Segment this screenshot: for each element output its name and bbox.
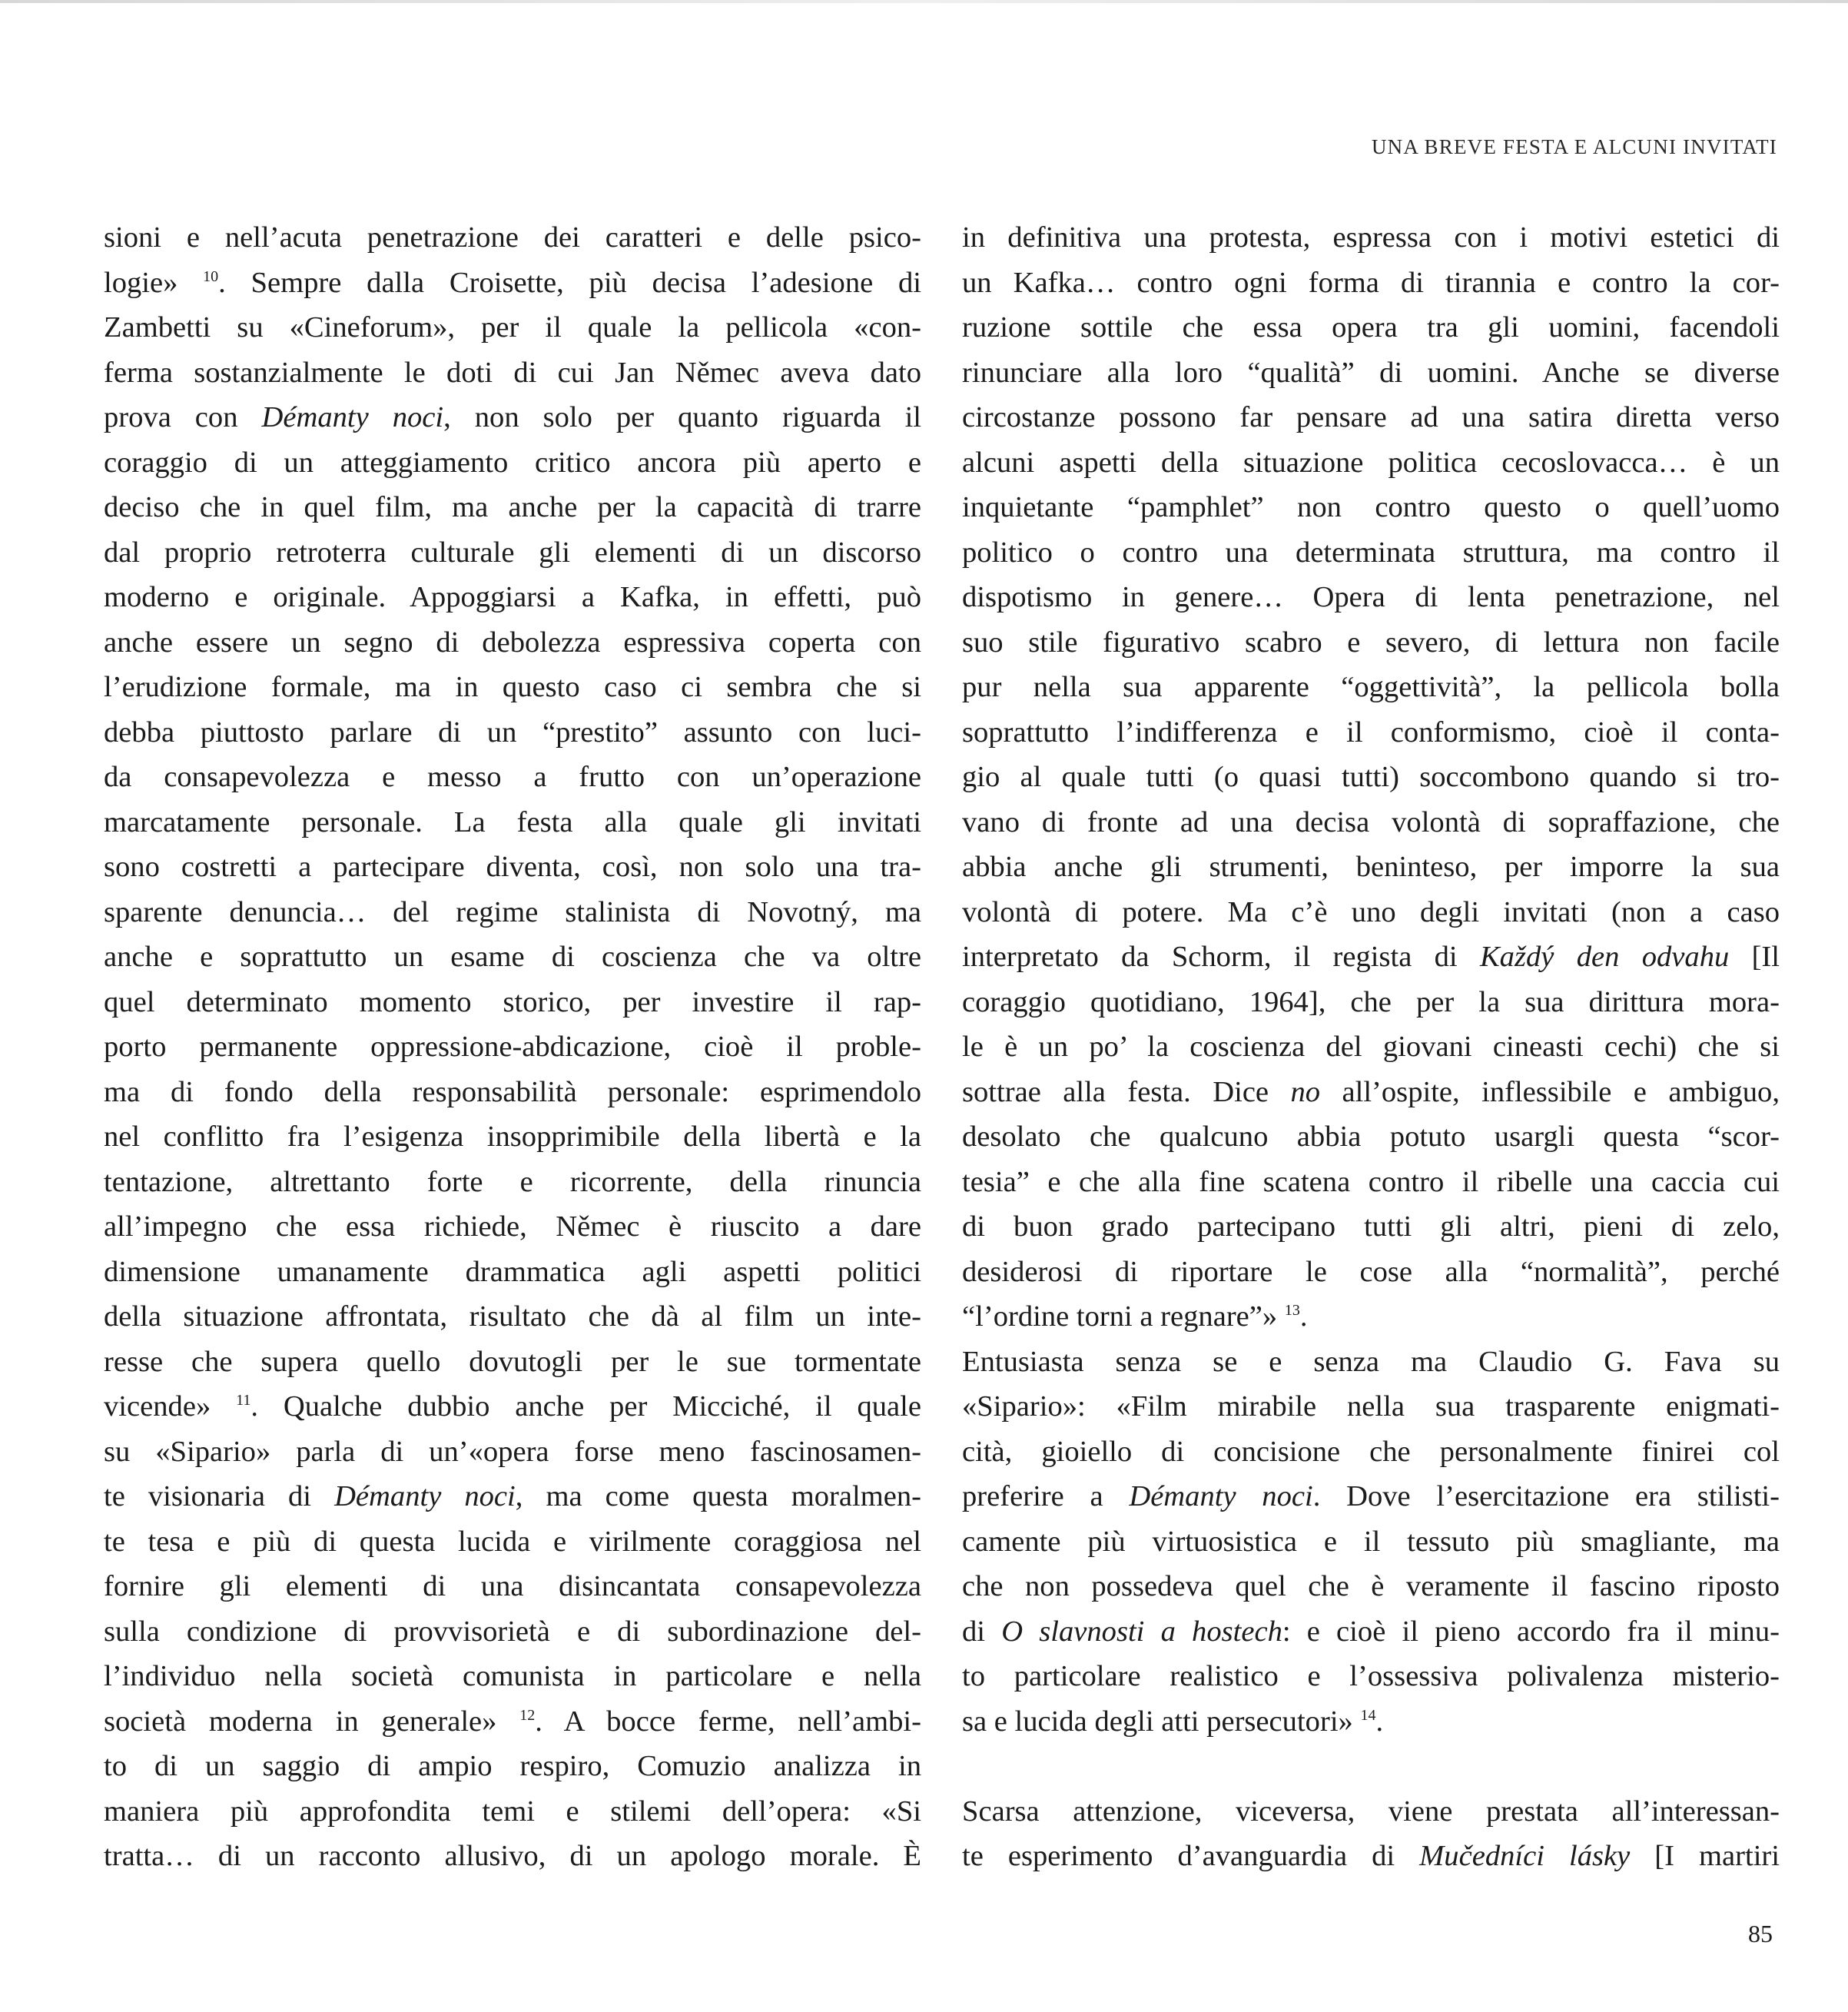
text-line: in definitiva una protesta, espressa con i motivi estetici di bbox=[962, 221, 1780, 254]
text-line: suo stile figurativo scabro e severo, di lettura non facile bbox=[962, 626, 1780, 659]
text-line: ferma sostanzialmente le doti di cui Jan Němec aveva dato bbox=[104, 356, 921, 389]
text-line: abbia anche gli strumenti, beninteso, per imporre la sua bbox=[962, 851, 1780, 883]
text-line: te tesa e più di questa lucida e virilmente coraggiosa nel bbox=[104, 1525, 921, 1558]
text-line: un Kafka… contro ogni forma di tirannia e contro la cor- bbox=[962, 266, 1780, 299]
text-line: pur nella sua apparente “oggettività”, la pellicola bolla bbox=[962, 671, 1780, 703]
text-line: coraggio quotidiano, 1964], che per la sua dirittura mora- bbox=[962, 985, 1780, 1018]
text-line: soprattutto l’indifferenza e il conformismo, cioè il conta- bbox=[962, 715, 1780, 749]
text-line: tesia” e che alla fine scatena contro il ribelle una caccia cui bbox=[962, 1165, 1780, 1198]
text-line: anche essere un segno di debolezza espressiva coperta con bbox=[104, 626, 921, 659]
text-line: coraggio di un atteggiamento critico ancora più aperto e bbox=[104, 446, 921, 479]
text-line: deciso che in quel film, ma anche per la capacità di trarre bbox=[104, 491, 921, 523]
running-head: UNA BREVE FESTA E ALCUNI INVITATI bbox=[1371, 135, 1777, 158]
text-line bbox=[962, 1744, 1780, 1789]
right-text-column bbox=[962, 215, 1780, 1879]
text-line: ma di fondo della responsabilità personale: esprimendolo bbox=[104, 1075, 921, 1108]
text-line: su «Sipario» parla di un’«opera forse meno fascinosamen- bbox=[104, 1435, 921, 1468]
text-line: tratta… di un racconto allusivo, di un apologo morale. È bbox=[104, 1840, 921, 1872]
text-line: di O slavnosti a hostech: e cioè il pieno accordo fra il minu- bbox=[962, 1615, 1780, 1648]
text-line: porto permanente oppressione-abdicazione, cioè il proble- bbox=[104, 1031, 921, 1063]
text-line: debba piuttosto parlare di un “prestito” assunto con luci- bbox=[104, 715, 921, 749]
text-line: vano di fronte ad una decisa volontà di sopraffazione, che bbox=[962, 805, 1780, 838]
text-line: sono costretti a partecipare diventa, così, non solo una tra- bbox=[104, 851, 921, 883]
text-line: fornire gli elementi di una disincantata consapevolezza bbox=[104, 1570, 921, 1602]
text-line: anche e soprattutto un esame di coscienza che va oltre bbox=[104, 941, 921, 973]
text-line: resse che supera quello dovutogli per le sue tormentate bbox=[104, 1345, 921, 1378]
text-line: quel determinato momento storico, per investire il rap- bbox=[104, 985, 921, 1018]
text-line: dal proprio retroterra culturale gli elementi di un discorso bbox=[104, 536, 921, 569]
text-line: gio al quale tutti (o quasi tutti) soccombono quando si tro- bbox=[962, 761, 1780, 793]
text-line: moderno e originale. Appoggiarsi a Kafka, in effetti, può bbox=[104, 581, 921, 613]
text-line: l’erudizione formale, ma in questo caso ci sembra che si bbox=[104, 671, 921, 703]
text-line: dimensione umanamente drammatica agli aspetti politici bbox=[104, 1255, 921, 1288]
text-line: società moderna in generale» $^{12}$. A bocce ferme, nell’ambi- bbox=[104, 1705, 921, 1738]
text-line: inquietante “pamphlet” non contro questo o quell’uomo bbox=[962, 491, 1780, 523]
text-line: da consapevolezza e messo a frutto con un’operazione bbox=[104, 761, 921, 793]
text-line: marcatamente personale. La festa alla quale gli invitati bbox=[104, 805, 921, 838]
text-line: volontà di potere. Ma c’è uno degli invitati (non a caso bbox=[962, 895, 1780, 928]
text-line: vicende» $^{11}$. Qualche dubbio anche per Micciché, il quale bbox=[104, 1390, 921, 1423]
text-line: «Sipario»: «Film mirabile nella sua trasparente enigmati- bbox=[962, 1390, 1780, 1423]
text-line: rinunciare alla loro “qualità” di uomini. Anche se diverse bbox=[962, 356, 1780, 389]
text-line: nel conflitto fra l’esigenza insopprimibile della libertà e la bbox=[104, 1121, 921, 1153]
text-line: alcuni aspetti della situazione politica cecoslovacca… è un bbox=[962, 446, 1780, 479]
text-line: camente più virtuosistica e il tessuto più smagliante, ma bbox=[962, 1525, 1780, 1558]
text-line: sioni e nell’acuta penetrazione dei caratteri e delle psico- bbox=[104, 221, 921, 254]
text-line: Entusiasta senza se e senza ma Claudio G. Fava su bbox=[962, 1345, 1780, 1378]
text-line: desolato che qualcuno abbia potuto usargli questa “scor- bbox=[962, 1121, 1780, 1153]
left-text-column bbox=[104, 215, 921, 1879]
text-line: politico o contro una determinata struttura, ma contro il bbox=[962, 536, 1780, 569]
text-line: sa e lucida degli atti persecutori» $^{14}$. bbox=[962, 1705, 1384, 1738]
text-line: l’individuo nella società comunista in particolare e nella bbox=[104, 1660, 921, 1692]
text-line: te esperimento d’avanguardia di Mučedníci lásky [I martiri bbox=[962, 1840, 1780, 1872]
text-line: Scarsa attenzione, viceversa, viene prestata all’interessan- bbox=[962, 1795, 1780, 1828]
text-line: maniera più approfondita temi e stilemi dell’opera: «Si bbox=[104, 1795, 921, 1828]
text-line: all’impegno che essa richiede, Němec è riuscito a dare bbox=[104, 1210, 921, 1243]
text-line: di buon grado partecipano tutti gli altri, pieni di zelo, bbox=[962, 1210, 1780, 1243]
text-line: della situazione affrontata, risultato che dà al film un inte- bbox=[104, 1300, 921, 1333]
text-line: interpretato da Schorm, il regista di Každý den odvahu [Il bbox=[962, 941, 1780, 973]
page-top-edge bbox=[0, 0, 1848, 3]
text-line: tentazione, altrettanto forte e ricorrente, della rinuncia bbox=[104, 1165, 921, 1198]
text-line: preferire a Démanty noci. Dove l’esercitazione era stilisti- bbox=[962, 1480, 1780, 1512]
text-line: “l’ordine torni a regnare”» $^{13}$. bbox=[962, 1300, 1308, 1333]
page-number: 85 bbox=[1748, 1920, 1773, 1947]
text-line: logie» $^{10}$. Sempre dalla Croisette, più decisa l’adesione di bbox=[104, 266, 921, 299]
text-line: che non possedeva quel che è veramente il fascino riposto bbox=[962, 1570, 1780, 1602]
text-line: le è un po’ la coscienza del giovani cineasti cechi) che si bbox=[962, 1031, 1780, 1063]
text-line: circostanze possono far pensare ad una satira diretta verso bbox=[962, 401, 1780, 433]
text-line: Zambetti su «Cineforum», per il quale la pellicola «con- bbox=[104, 311, 921, 344]
text-line: dispotismo in genere… Opera di lenta penetrazione, nel bbox=[962, 581, 1780, 613]
text-line: sparente denuncia… del regime stalinista di Novotný, ma bbox=[104, 895, 921, 928]
text-line: ruzione sottile che essa opera tra gli uomini, facendoli bbox=[962, 311, 1780, 344]
text-line: prova con Démanty noci, non solo per quanto riguarda il bbox=[104, 401, 922, 433]
text-line: sulla condizione di provvisorietà e di subordinazione del- bbox=[104, 1615, 921, 1648]
text-line: sottrae alla festa. Dice no all’ospite, inflessibile e ambiguo, bbox=[962, 1075, 1780, 1108]
text-line: to particolare realistico e l’ossessiva polivalenza misterio- bbox=[962, 1660, 1780, 1692]
text-line: te visionaria di Démanty noci, ma come questa moralmen- bbox=[104, 1480, 922, 1512]
text-line: to di un saggio di ampio respiro, Comuzio analizza in bbox=[104, 1750, 921, 1782]
text-line: desiderosi di riportare le cose alla “normalità”, perché bbox=[962, 1255, 1780, 1288]
text-line: cità, gioiello di concisione che personalmente finirei col bbox=[962, 1435, 1780, 1468]
